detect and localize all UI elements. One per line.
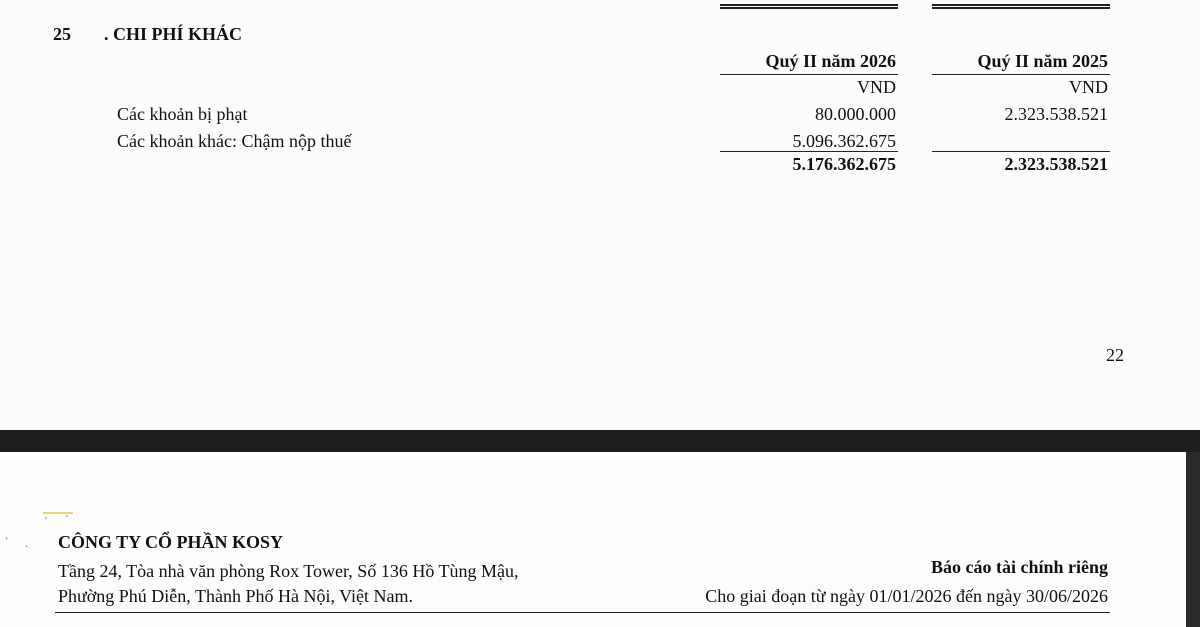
note-title: . CHI PHÍ KHÁC	[104, 24, 243, 44]
row-value-late-tax-2026: 5.096.362.675	[792, 131, 896, 151]
page-number: 22	[1106, 345, 1124, 365]
company-name: CÔNG TY CỔ PHẦN KOSY	[58, 532, 284, 552]
document-page-bottom	[0, 452, 1200, 627]
scan-speck: '	[45, 516, 47, 527]
header-rule-col1	[720, 74, 898, 75]
header-rule-col2	[932, 74, 1110, 75]
row-value-penalties-2025: 2.323.538.521	[1004, 104, 1108, 124]
row-value-penalties-2026: 80.000.000	[815, 104, 896, 124]
column-header-2026: Quý II năm 2026	[765, 51, 896, 71]
scan-speck: ·	[25, 542, 29, 553]
prev-total-double-rule-col1	[720, 4, 898, 9]
scan-edge-shadow	[1186, 452, 1200, 627]
subtotal-rule-col2	[932, 151, 1110, 152]
company-address-line1: Tầng 24, Tòa nhà văn phòng Rox Tower, Số 136 Hồ Tùng Mậu,	[58, 561, 519, 581]
total-value-2026: 5.176.362.675	[792, 154, 896, 174]
subtotal-rule-col1	[720, 151, 898, 152]
column-header-2025: Quý II năm 2025	[977, 51, 1108, 71]
scan-speck: ·	[5, 534, 9, 545]
page-separator	[0, 430, 1200, 452]
prev-total-double-rule-col2	[932, 4, 1110, 9]
note-number: 25	[53, 24, 71, 44]
unit-label-col1: VND	[857, 77, 896, 97]
highlight-mark	[43, 512, 73, 514]
total-value-2025: 2.323.538.521	[1004, 154, 1108, 174]
scan-speck: '	[66, 514, 68, 525]
footer-rule	[55, 612, 1110, 613]
company-address-line2: Phường Phú Diễn, Thành Phố Hà Nội, Việt Nam.	[58, 586, 414, 606]
report-title: Báo cáo tài chính riêng	[930, 557, 1108, 577]
report-period: Cho giai đoạn từ ngày 01/01/2026 đến ngày 30/06/2026	[705, 586, 1108, 606]
row-label-penalties: Các khoản bị phạt	[117, 104, 248, 124]
row-label-late-tax: Các khoản khác: Chậm nộp thuế	[117, 131, 352, 151]
unit-label-col2: VND	[1069, 77, 1108, 97]
